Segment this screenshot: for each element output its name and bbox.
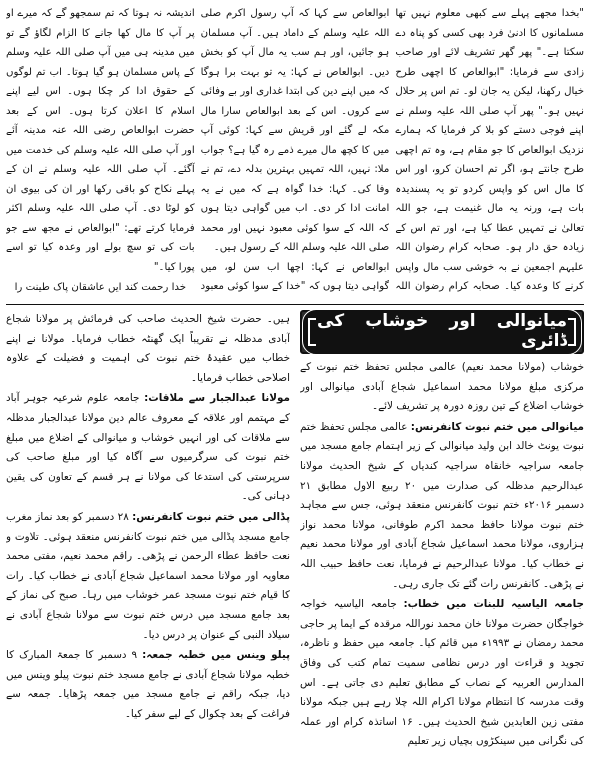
story-paragraph: "بخدا مجھے پہلے سے کبھی معلوم نہیں تھا مسلمانوں کا ادنیٰ فرد بھی کسی کو پناہ دے سکتا ہے۔" پھر گھر تشریف لائے اور صاحب زادی سے فرمایا: "ابوالعاص کا اچھی طرح خیال رکھنا، لیکن یہ جان لو۔ تم اس پر حلال نہیں ہو۔" پھر آپ صلی اللہ علیہ وسلم نے اپنے فوجی دستے کو بلا کر فرمایا کہ ہمارے نزدیک ابوالعاص کا جو مقام ہے، وہ تم اچھی طرح جانتے ہو، اگر تم احسان کرو، اور اس کا مال اس کو واپس کردو تو یہ پسندیدہ بات ہے، ورنہ یہ مال غنیمت ہے، جو اللہ تعالیٰ نے تمہیں عطا کیا ہے، اور تم اس کے زیادہ حق دار ہو۔ صحابہ کرام رضوان اللہ علیہم اجمعین نے بہ خوشی سب مال واپس کرنے کا وعدہ کیا۔ صحابہ کرام رضوان اللہ: [395, 8, 584, 292]
paragraph-text: ۲۸ دسمبر کو بعد نماز مغرب جامع مسجد پڈالی میں ختم نبوت کانفرنس منعقد ہوئی۔ تلاوت و نعت حافظ عطاء الرحمن نے پڑھی۔ راقم محمد نعیم، مفتی محمد معاویہ اور مولانا محمد اسماعیل شجاع آبادی نے خطاب کیا۔ رات کا قیام ختم نبوت مسجد عمر خوشاب میں رہا۔ صبح کی نماز کے بعد جامع مسجد میں درس ختم نبوت سے مولانا شجاع آبادی نے سیلاد النبی کے عنوان پر درس دیا۔: [6, 510, 290, 641]
story-paragraph: ابوالعاص سے کہا کہ آپ رسول اکرم صلی اللہ علیہ وسلم کے داماد ہیں۔ آپ مسلمان ہو جائیں، اور ہم سب یہ مال آپ کو بخش دیں۔ ابوالعاص نے کہا: یہ تو بہت برا ہوگا کہ میں اپنے دین کی ابتدا غداری اور بے وفائی سے کروں۔ اس کے بعد ابوالعاص سارا مال مکہ لے گئے اور قریش سے کہا: کوئی آپ میں کا کچھ مال میرے ذمے رہ گیا ہے؟ جواب ملا: نہیں، اللہ تمہیں بہترین بدلہ دے، تم نے وفا کی۔ کہا: خدا گواہ ہے کہ میں نے یہ امانت ادا کر دی۔ اب میں گواہی دیتا ہوں کہ اللہ کے سوا کوئی معبود نہیں اور محمد صلی اللہ علیہ وسلم اللہ کے رسول ہیں۔: [200, 8, 390, 253]
section-end-stars: [6, 298, 195, 301]
story-paragraph: اندیشہ نہ ہوتا کہ تم سمجھو گے کہ میرے او پر آپ کا مال کھا جانے کا الزام لگاؤ گے تو میں مدینہ ہی میں آپ صلی اللہ علیہ وسلم کے پاس مسلمان ہو گیا ہوتا۔ اب تم لوگوں کے حقوق ادا کر چکا ہوں۔ اس لیے اپنے اسلام کا اعلان کرتا ہوں۔ اس کے بعد حضرت ابوالعاص رضی اللہ عنہ مدینہ آئے اور آپ صلی اللہ علیہ وسلم کی خدمت میں آگئے۔ آپ صلی اللہ علیہ وسلم نے ان کے پہلے نکاح کو باقی رکھا اور ان کی بیوی ان کو لوٹا دی۔ آپ صلی اللہ علیہ وسلم اکثر فرمایا کرتے تھے: "ابوالعاص نے مجھ سے جو بات کی تو سچ بولے اور وعدہ کیا تو اسے پورا کیا۔": [5, 8, 195, 273]
paragraph-text: خوشاب (مولانا محمد نعیم) عالمی مجلس تحفظ ختم نبوت کے مرکزی مبلغ مولانا محمد اسماعیل شجاع آبادی میانوالی اور خوشاب اضلاع کے تین روزہ دورہ پر تشریف لائے۔: [300, 361, 584, 413]
section-divider: [6, 304, 584, 305]
diary-paragraph: [6, 389, 290, 507]
story-column-3: [6, 4, 195, 300]
paragraph-heading: پڈالی میں ختم نبوت کانفرنس:: [132, 510, 290, 523]
story-column-1: [395, 4, 584, 300]
diary-paragraph: [6, 508, 290, 645]
diary-paragraph: [6, 310, 290, 388]
article-banner: [300, 310, 584, 354]
diary-paragraph: [6, 646, 290, 724]
paragraph-text: جامعہ علوم شرعیہ جوہر آباد کے مہتمم اور علاقہ کے معروف عالم دین مولانا عبدالجبار مدظلہ سے ملاقات کی اور انہیں خوشاب و میانوالی کے اضلاع میں مبلغ ختم نبوت کی سرگرمیوں سے آگاہ کیا اور مبلغ صاحب کی سرپرستی کی استدعا کی مولانا نے ہر قسم کے تعاون کی یقین دہانی کی۔: [6, 392, 290, 503]
paragraph-heading: میانوالی میں ختم نبوت کانفرنس:: [410, 420, 584, 433]
paragraph-text: جامعہ الیاسیہ خواجہ خواجگان حضرت مولانا خان محمد نوراللہ مرقدہ کے ایما پر حاجی محمد رمضان نے ۱۹۹۳ء میں قائم کیا۔ جامعہ میں حفظ و ناظرہ، تجوید و قراءت اور درس نظامی سمیت تمام کتب کی وفاق المدارس العربیہ کے نصاب کے مطابق تعلیم دی جاتی ہے۔ اس وقت مدرسہ کا انتظام مولانا اکرام اللہ چلا رہے ہیں جبکہ مولانا مفتی زین العابدین شیخ الحدیث ہیں۔ ۱۶ اساتذہ کرام اور عملہ کی نگرانی میں سینکڑوں بچیاں زیر تعلیم: [300, 598, 584, 748]
paragraph-heading: مولانا عبدالجبار سے ملاقات:: [144, 392, 290, 405]
story-paragraph: ابوالعاص نے کہا: اچھا اب سن لو، میں گواہی دیتا ہوں کہ "خدا کے سوا کوئی معبود: [200, 261, 390, 292]
closing-verse: خدا رحمت کند ایں عاشقان پاک طینت را: [14, 282, 187, 293]
diary-column-right: [300, 310, 584, 764]
paragraph-text: ہیں۔ حضرت شیخ الحدیث صاحب کی فرمائش پر مولانا شجاع آبادی مدظلہ نے تقریباً ایک گھنٹہ خطاب فرمایا۔ مولانا نے اپنے خطاب میں عقیدۂ ختم نبوت کی اہمیت و فضیلت کے علاوہ اصلاحی خطاب فرمایا۔: [6, 313, 290, 384]
paragraph-text: ۹ دسمبر کا جمعۃ المبارک کا خطبہ مولانا شجاع آبادی نے جامع مسجد ختم نبوت پیلو وینس میں دیا، جبکہ راقم نے جامع مسجد میں جمعہ پڑھایا۔ جمعہ سے فراغت کے بعد چکوال کے لیے سفر کیا۔: [6, 649, 290, 720]
diary-paragraph: [300, 358, 584, 417]
paragraph-text: عالمی مجلس تحفظ ختم نبوت یونٹ خالد ابن ولید میانوالی کے زیر اہتمام جامع مسجد میں جامعہ سراجیہ خانقاہ سراجیہ کندیاں کے شیخ الحدیث مولانا عبدالرحیم مدظلہ کی صدارت میں ۲۰ ربیع الاول مطابق ۲۱ دسمبر ۲۰۱۶ء ختم نبوت کانفرنس منعقد ہوئی، جس سے مجاہد ختم نبوت مولانا حافظ محمد اکرم طوفانی، مولانا محمد نواز ہزاروی، مولانا محمد اسماعیل شجاع آبادی اور مولانا محمد نعیم نے خطاب کیا۔ مولانا عبدالرحیم نے فرمایا، نعت حافظ حبیب اللہ نے پڑھی۔ کانفرنس رات گئے تک جاری رہی۔: [300, 420, 584, 590]
diary-column-left: [6, 310, 290, 764]
article-title: میانوالی اور خوشاب کی ڈائری: [302, 310, 582, 355]
paragraph-heading: جامعہ الیاسیہ للبنات میں خطاب:: [403, 598, 584, 611]
diary-paragraph: [300, 595, 584, 752]
diary-article: [6, 310, 584, 764]
story-column-2: [201, 4, 390, 300]
story-continuation: [6, 4, 584, 300]
paragraph-heading: پیلو وینس میں خطبہ جمعہ:: [142, 649, 290, 662]
diary-paragraph: [300, 418, 584, 594]
